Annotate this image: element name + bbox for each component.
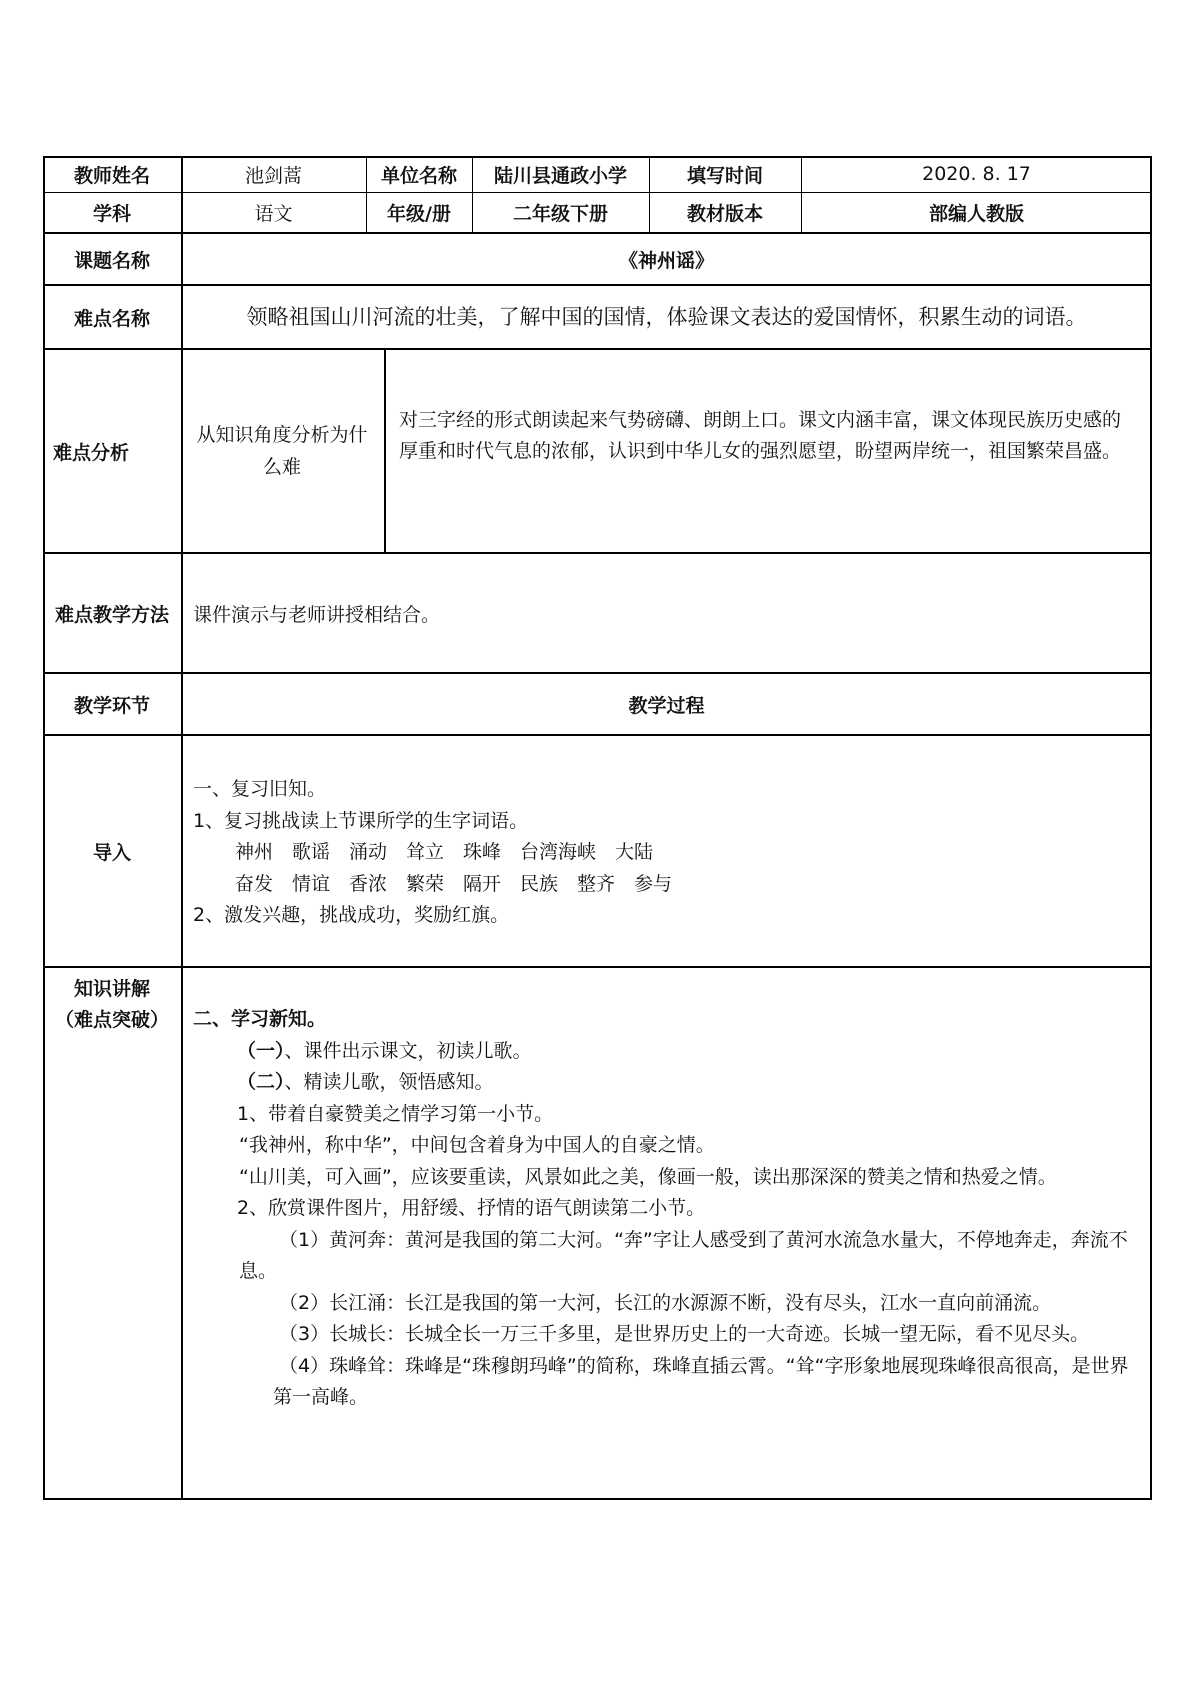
header-row-2 (43, 193, 1152, 234)
analysis-value: 对三字经的形式朗读起来气势磅礴、朗朗上口。课文内涵丰富，课文体现民族历史感的厚重和时代气息的浓郁，认识到中华儿女的强烈愿望，盼望两岸统一，祖国繁荣昌盛。 (399, 409, 1122, 462)
unit-label: 单位名称 (380, 164, 457, 187)
knowledge-paragraph: （4）珠峰耸：珠峰是“珠穆朗玛峰”的简称，珠峰直插云霄。“耸“字形象地展现珠峰很高很高，是世界第一高峰。 (273, 1354, 1129, 1408)
step2-text: 、精读儿歌，领悟感知。 (284, 1071, 494, 1093)
difficulty-row (43, 286, 1152, 350)
step1-text: 、课件出示课文，初读儿歌。 (284, 1039, 532, 1062)
date-value: 2020. 8. 17 (922, 163, 1031, 185)
intro-content (193, 774, 1133, 932)
edition-label: 教材版本 (686, 203, 763, 225)
intro-line: 2、激发兴趣，挑战成功，奖励红旗。 (193, 904, 510, 926)
step1-number: （一） (237, 1039, 285, 1062)
difficulty-label: 难点名称 (73, 307, 150, 330)
method-row (43, 554, 1152, 674)
knowledge-paragraph: 2、欣赏课件图片，用舒缓、抒情的语气朗读第二小节。 (237, 1197, 706, 1219)
topic-label: 课题名称 (73, 249, 150, 272)
topic-row (43, 234, 1152, 286)
knowledge-heading: 二、学习新知。 (193, 1008, 327, 1030)
knowledge-paragraph: “我神州，称中华”，中间包含着身为中国人的自豪之情。 (239, 1134, 715, 1156)
intro-line: 1、复习挑战读上节课所学的生字词语。 (193, 809, 529, 832)
teacher-label: 教师姓名 (73, 164, 150, 187)
teacher-value: 池剑蒿 (244, 164, 302, 187)
header-row-1 (43, 156, 1152, 193)
intro-row (43, 736, 1152, 968)
grade-label: 年级/册 (387, 203, 451, 225)
topic-value: 《神州谣》 (618, 249, 714, 272)
subject-value: 语文 (254, 203, 293, 225)
intro-vocab-line: 奋发 情谊 香浓 繁荣 隔开 民族 整齐 参与 (235, 872, 673, 895)
knowledge-paragraph: （2）长江涌：长江是我国的第一大河，长江的水源源不断，没有尽头，江水一直向前涌流。 (279, 1291, 1052, 1314)
knowledge-paragraph: （1）黄河奔：黄河是我国的第二大河。“奔”字让人感受到了黄河水流急水量大，不停地奔走，奔流不息。 (239, 1228, 1128, 1282)
method-label: 难点教学方法 (54, 603, 169, 626)
intro-vocab-line: 神州 歌谣 涌动 耸立 珠峰 台湾海峡 大陆 (235, 841, 654, 863)
method-value: 课件演示与老师讲授相结合。 (193, 603, 441, 626)
intro-line: 一、复习旧知。 (193, 778, 327, 800)
knowledge-label: 知识讲解 （难点突破） (54, 978, 169, 1031)
analysis-label: 难点分析 (53, 441, 130, 464)
analysis-sub-label: 从知识角度分析为什么难 (196, 424, 368, 478)
subject-label: 学科 (92, 203, 131, 225)
knowledge-content (193, 1004, 1139, 1414)
date-label: 填写时间 (686, 164, 763, 187)
process-header-row (43, 674, 1152, 736)
intro-label: 导入 (92, 841, 131, 864)
unit-value: 陆川县通政小学 (493, 164, 627, 187)
edition-value: 部编人教版 (928, 203, 1024, 225)
analysis-row (43, 350, 1152, 554)
knowledge-paragraph: “山川美，可入画”，应该要重读，风景如此之美，像画一般，读出那深深的赞美之情和热爱之情。 (239, 1165, 1057, 1188)
process-value: 教学过程 (628, 694, 705, 717)
step2-number: （二） (237, 1071, 285, 1093)
knowledge-row (43, 968, 1152, 1500)
knowledge-paragraph: （3）长城长：长城全长一万三千多里，是世界历史上的一大奇迹。长城一望无际，看不见尽头。 (279, 1323, 1090, 1345)
process-label: 教学环节 (73, 694, 150, 717)
knowledge-paragraph: 1、带着自豪赞美之情学习第一小节。 (237, 1102, 554, 1125)
difficulty-value: 领略祖国山川河流的壮美，了解中国的国情，体验课文表达的爱国情怀，积累生动的词语。 (246, 304, 1087, 329)
grade-value: 二年级下册 (512, 203, 608, 225)
